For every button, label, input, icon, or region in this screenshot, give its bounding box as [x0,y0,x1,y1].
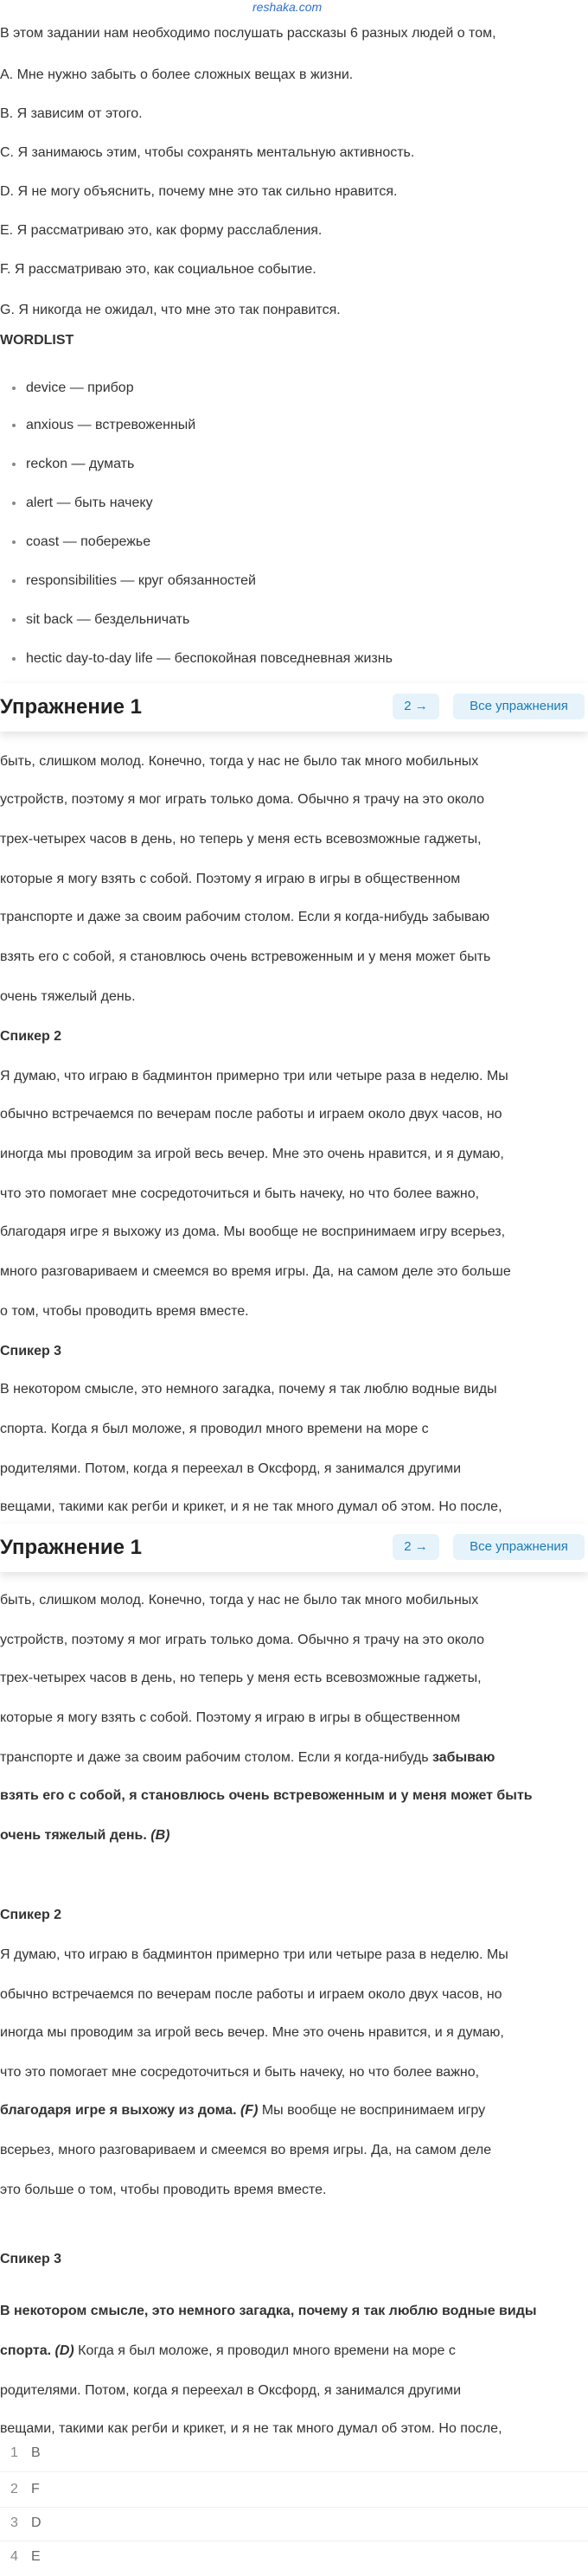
speaker3-heading: Спикер 3 [0,2252,62,2266]
speaker2-line: Я думаю, что играю в бадминтон примерно три или четыре раза в неделю. Мы [0,1947,508,1962]
exercise-title: Упражнение 1 [0,1536,142,1559]
wordlist-item: coast — побережье [12,534,150,550]
speaker1-line: трех-четырех часов в день, но теперь у меня есть всевозможные гаджеты, [0,1671,482,1685]
key-phrase: взять его с собой, я становлюсь очень встревоженным и у меня может быть [0,1788,533,1803]
answer-mark: (D) [51,2343,74,2358]
answer-mark: (B) [146,1828,170,1843]
wordlist-item: hectic day-to-day life — беспокойная повседневная жизнь [12,651,393,667]
speaker2-heading: Спикер 2 [0,1908,62,1922]
option-b: B. Я зависим от этого. [0,106,143,121]
speaker1-line: устройств, поэтому я мог играть только дома. Обычно я трачу на это около [0,792,484,807]
exercise-toolbar [0,683,588,732]
option-a: A. Мне нужно забыть о более сложных вещах в жизни. [0,67,354,82]
option-g: G. Я никогда не ожидал, что мне это так понравится. [0,303,341,317]
exercise-toolbar [0,1524,588,1572]
speaker2-line: обычно встречаемся по вечерам после работы и играем около двух часов, но [0,1987,502,2002]
speaker1-line: устройств, поэтому я мог играть только дома. Обычно я трачу на это около [0,1633,484,1647]
next-page-button[interactable]: 2 → [393,1534,439,1560]
speaker2-line: что это помогает мне сосредоточиться и быть начеку, но что более важно, [0,1186,480,1201]
speaker1-line: которые я могу взять с собой. Поэтому я играю в игры в общественном [0,1710,461,1725]
all-exercises-button[interactable]: Все упражнения [453,1534,585,1560]
answer-row: 3 D [10,2515,42,2530]
speaker1-line: очень тяжелый день. [0,989,136,1004]
speaker2-line: много разговариваем и смеемся во время игры. Да, на самом деле это больше [0,1264,511,1279]
speaker1-line: взять его с собой, я становлюсь очень встревоженным и у меня может быть [0,949,491,964]
speaker2-line: о том, чтобы проводить время вместе. [0,1304,249,1319]
key-phrase: В некотором смысле, это немного загадка, почему я так люблю водные виды [0,2304,537,2318]
speaker2-line: иногда мы проводим за игрой весь вечер. Мне это очень нравится, и я думаю, [0,1147,504,1161]
speaker3-line: спорта. Когда я был моложе, я проводил много времени на море с [0,1422,429,1436]
bullet-icon [12,387,16,390]
speaker1-line: очень тяжелый день. (B) [0,1828,170,1843]
bullet-icon [12,657,16,661]
speaker2-line: что это помогает мне сосредоточиться и быть начеку, но что более важно, [0,2065,480,2080]
answer-row: 4 E [10,2549,41,2564]
bullet-icon [12,463,16,466]
answer-row: 1 B [10,2445,41,2460]
answer-row: 2 F [10,2482,40,2496]
speaker1-line: трех-четырех часов в день, но теперь у меня есть всевозможные гаджеты, [0,832,482,847]
bullet-icon [12,579,16,583]
speaker3-line: вещами, такими как регби и крикет, и я не так много думал об этом. Но после, [0,1499,502,1514]
speaker2-line: иногда мы проводим за игрой весь вечер. Мне это очень нравится, и я думаю, [0,2025,504,2040]
speaker3-line: В некотором смысле, это немного загадка, почему я так люблю водные виды [0,1382,497,1397]
wordlist-item: anxious — встревоженный [12,418,195,433]
wordlist-item: alert — быть начеку [12,495,153,511]
answer-mark: (F) [236,2103,259,2118]
speaker1-line: которые я могу взять с собой. Поэтому я играю в игры в общественном [0,872,461,886]
exercise-title: Упражнение 1 [0,695,142,719]
speaker2-line: Я думаю, что играю в бадминтон примерно три или четыре раза в неделю. Мы [0,1069,508,1083]
wordlist-item: responsibilities — круг обязанностей [12,573,256,589]
bullet-icon [12,424,16,427]
next-page-button[interactable]: 2 → [393,694,439,719]
speaker1-line: быть, слишком молод. Конечно, тогда у нас не было так много мобильных [0,1593,479,1608]
wordlist-item: device — прибор [12,380,134,396]
bullet-icon [12,540,16,544]
speaker3-line: родителями. Потом, когда я переехал в Оксфорд, я занимался другими [0,1461,462,1476]
site-logo[interactable]: reshaka.com [252,0,323,14]
task-text: В этом задании нам необходимо послушать рассказы 6 разных людей о том, [0,26,496,41]
speaker2-line: всерьез, много разговариваем и смеемся во время игры. Да, на самом деле [0,2143,492,2157]
all-exercises-button[interactable]: Все упражнения [453,694,585,719]
key-phrase: забываю [431,1750,495,1765]
option-f: F. Я рассматриваю это, как социальное событие. [0,262,316,277]
speaker3-line: родителями. Потом, когда я переехал в Оксфорд, я занимался другими [0,2383,462,2398]
speaker1-line: транспорте и даже за своим рабочим столом. Если я когда-нибудь забываю [0,1750,495,1765]
speaker2-line: обычно встречаемся по вечерам после работы и играем около двух часов, но [0,1107,502,1122]
speaker2-line: благодаря игре я выхожу из дома. (F) Мы вообще не воспринимаем игру [0,2103,486,2118]
speaker2-line: благодаря игре я выхожу из дома. Мы вообще не воспринимаем игру всерьез, [0,1224,506,1239]
option-d: D. Я не могу объяснить, почему мне это так сильно нравится. [0,184,398,199]
wordlist-item: sit back — бездельничать [12,612,189,628]
speaker2-heading: Спикер 2 [0,1029,62,1044]
wordlist-item: reckon — думать [12,457,134,472]
key-phrase: благодаря игре я выхожу из дома. [0,2103,237,2118]
speaker3-line: спорта. (D) Когда я был моложе, я проводил много времени на море с [0,2343,456,2358]
option-c: C. Я занимаюсь этим, чтобы сохранять ментальную активность. [0,145,415,160]
speaker1-line: транспорте и даже за своим рабочим столом. Если я когда-нибудь забываю [0,910,490,924]
bullet-icon [12,618,16,622]
speaker1-line: быть, слишком молод. Конечно, тогда у нас не было так много мобильных [0,754,479,769]
option-e: E. Я рассматриваю это, как форму расслабления. [0,223,323,238]
speaker3-line: вещами, такими как регби и крикет, и я не так много думал об этом. Но после, [0,2421,502,2436]
bullet-icon [12,502,16,505]
speaker2-line: это больше о том, чтобы проводить время вместе. [0,2183,327,2197]
wordlist-title: WORDLIST [0,333,74,348]
speaker3-heading: Спикер 3 [0,1344,62,1358]
